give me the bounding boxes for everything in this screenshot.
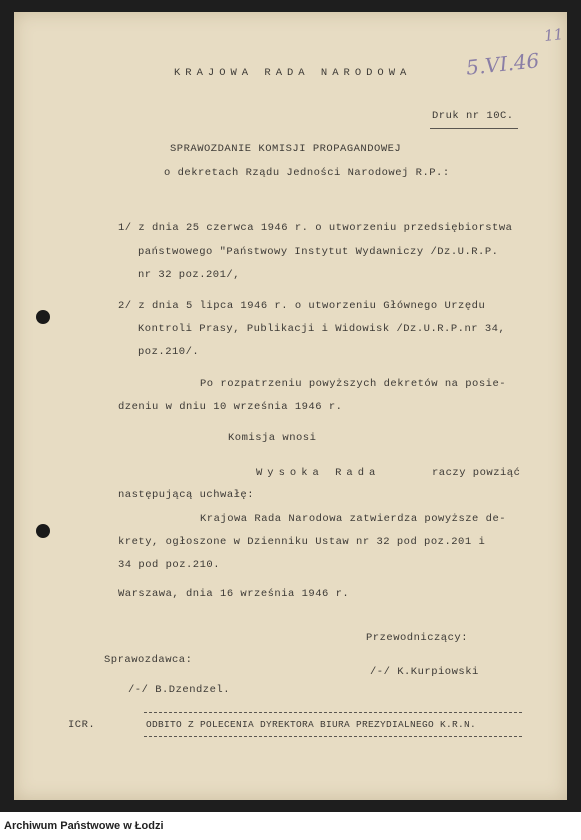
item-1-line-2: państwowego "Państwowy Instytut Wydawniczy /Dz.U.R.P. — [138, 246, 499, 258]
place-date-line: Warszawa, dnia 16 września 1946 r. — [118, 588, 350, 600]
archive-label: Archiwum Państwowe w Łodzi — [4, 820, 164, 832]
item-2-line-3: poz.210/. — [138, 346, 200, 358]
item-1-line-3: nr 32 poz.201/, — [138, 269, 241, 281]
resolution-line-1: Krajowa Rada Narodowa zatwierdza powyższe de- — [200, 513, 507, 525]
paragraph-2-line-2: następującą uchwałę: — [118, 489, 255, 501]
raczy-text: raczy powziąć — [432, 467, 521, 479]
resolution-line-2: krety, ogłoszone w Dzienniku Ustaw nr 32 pod poz.201 i — [118, 536, 486, 548]
footer-rule-top — [144, 712, 522, 713]
footer-rule-bottom — [144, 736, 522, 737]
item-1-line-1: 1/ z dnia 25 czerwca 1946 r. o utworzeniu przedsiębiorstwa — [118, 222, 513, 234]
reporter-name: /-/ B.Dzendzel. — [128, 684, 231, 696]
print-number-underline — [430, 128, 518, 129]
footer-left-code: ICR. — [68, 719, 96, 731]
chair-label: Przewodniczący: — [366, 632, 469, 644]
paragraph-1-line-1: Po rozpatrzeniu powyższych dekretów na posie- — [200, 378, 507, 390]
archive-footer — [0, 812, 581, 840]
commission-text: Komisja wnosi — [228, 432, 317, 444]
punch-hole-lower — [36, 524, 50, 538]
report-heading: SPRAWOZDANIE KOMISJI PROPAGANDOWEJ — [170, 143, 402, 155]
report-subheading: o dekretach Rządu Jedności Narodowej R.P.: — [164, 167, 450, 179]
document-page — [14, 12, 567, 800]
footer-note: ODBITO Z POLECENIA DYREKTORA BIURA PREZYDIALNEGO K.R.N. — [146, 719, 477, 730]
item-2-line-2: Kontroli Prasy, Publikacji i Widowisk /Dz.U.R.P.nr 34, — [138, 323, 506, 335]
council-title: KRAJOWA RADA NARODOWA — [174, 67, 412, 79]
item-2-line-1: 2/ z dnia 5 lipca 1946 r. o utworzeniu Głównego Urzędu — [118, 300, 486, 312]
paragraph-1-line-2: dzeniu w dniu 10 września 1946 r. — [118, 401, 343, 413]
wysoka-rada-text: Wysoka Rada — [256, 467, 381, 479]
reporter-label: Sprawozdawca: — [104, 654, 193, 666]
resolution-line-3: 34 pod poz.210. — [118, 559, 221, 571]
chair-name: /-/ K.Kurpiowski — [370, 666, 479, 678]
print-number: Druk nr 10C. — [432, 110, 514, 122]
punch-hole-upper — [36, 310, 50, 324]
handwritten-date: 5.VI.46 — [464, 48, 541, 80]
corner-mark: 11 — [543, 25, 564, 45]
